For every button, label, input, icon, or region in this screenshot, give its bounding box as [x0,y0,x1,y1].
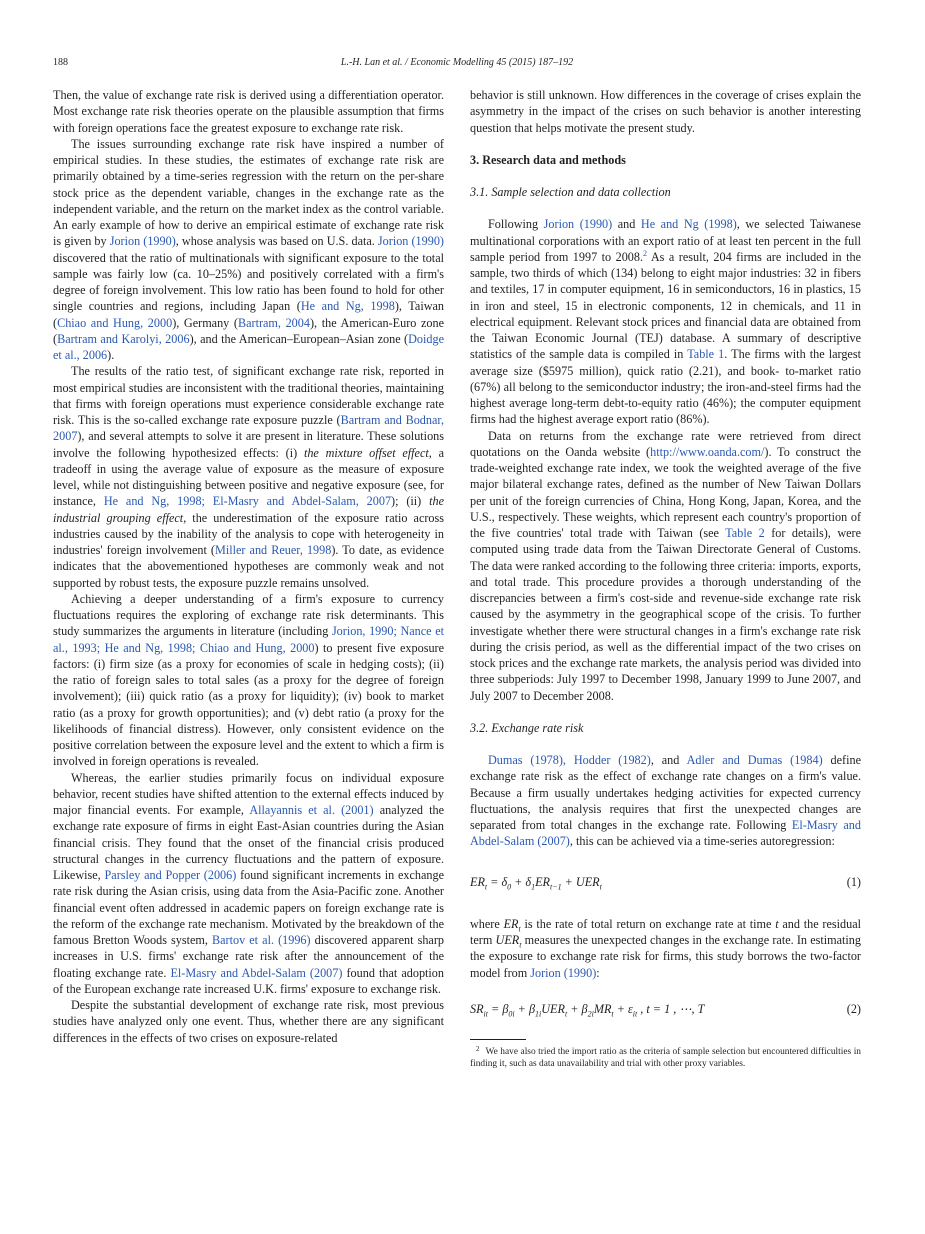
citation-link[interactable]: Bartram, 2004 [237,315,310,330]
left-column [53,87,444,1046]
paragraph: Data on returns from the exchange rate were retrieved from direct quotations on the Oanda website (http://www.oanda.com/). To construct the trade-weighted exchange rate index, we took the weighted average of the five major bilateral exchange rates, defined as the number of New Taiwan Dollars per unit of the foreign currencies of China, Hong Kong, Japan, Korea, and the U.S., respectively. These weights, which represent each country's proportion of the five countries' total trade with Taiwan (see Table 2 for details), were computed using trade data from the Taiwan Directorate General of Customs. The data were ranked according to the following three criteria: imports, exports, and total trade. This procedure provides a thorough understanding of the discrepancies between a firm's cost-side and revenue-side exchange rate risk caused by the asymmetry in the geographical scope of the crisis. To further investigate whether there were structural changes in a firm's exchange rate risk during the crisis period, as well as the differential impact of the two crises on stock prices and the exchange rate markets, the analysis period was divided into three subperiods: July 1997 to December 1998, January 1999 to June 2007, and July 2007 to December 2008. [470,428,862,703]
footnote-marker[interactable]: 2 [643,248,648,258]
equation-body: $ER_t = \delta_0 + \delta_1ER_{t-1} + UER_t$ [470,874,602,891]
citation-link[interactable]: He and Ng (1998) [640,217,737,232]
citation-link[interactable]: He and Ng, 1998; El-Masry and Abdel-Salam, 2007 [103,494,392,509]
equation-number: (2) [846,1001,861,1016]
citation-link[interactable]: Jorion (1990) [377,234,444,249]
right-column [470,87,861,1070]
citation-link[interactable]: Doidge et al., 2006 [53,331,444,362]
equation-number: (1) [846,874,861,889]
citation-link[interactable]: El-Masry and Abdel-Salam (2007) [470,818,861,849]
paragraph: Achieving a deeper understanding of a firm's exposure to currency fluctuations requires the exploring of exchange rate risk determinants. This study summarizes the arguments in literature (including Jorion, 1990; Nance et al., 1993; He and Ng, 1998; Chiao and Hung, 2000) to present five exposure factors: (i) firm size (as a proxy for economies of scale in hedging costs); (ii) the ratio of foreign sales to total sales (as a proxy for the degree of foreign involvement); (iii) quick ratio (as a proxy for liquidity); (iv) book to market ratio (as a proxy for growth opportunities); and (v) debt ratio (a proxy for the likelihoods of financial distress). However, only consistent evidence on the positive correlation between the exposure level and the extent to which a firm is involved in foreign operations is revealed. [53,591,445,769]
paragraph: Then, the value of exchange rate risk is derived using a differentiation operator. Most exchange rate risk theories operate on the plausible assumption that firms with foreign operations face the greatest exposure to exchange rate risk. [53,88,444,135]
subsection-heading: 3.2. Exchange rate risk [470,720,584,735]
journal-citation: L.-H. Lan et al. / Economic Modelling 45 (2015) 187–192 [340,57,574,68]
equation-2 [470,1001,861,1017]
paragraph: The issues surrounding exchange rate risk have inspired a number of empirical studies. In these studies, the estimates of exchange rate risk are primarily obtained by a time-series regression with the return on the per-share stock price as the dependent variable, changes in the exchange rate as the independent variable, and the return on the market index as the control variable. An early example of how to derive an empirical estimate of exchange rate risk is given by Jorion (1990), whose analysis was based on U.S. data. Jorion (1990) discovered that the ratio of multinationals with significant exposure to the total sample was fairly low (ca. 10–25%) and positively correlated with a firm's degree of foreign involvement. This low ratio has been found to hold for other single countries and regions, including Japan (He and Ng, 1998), Taiwan (Chiao and Hung, 2000), Germany (Bartram, 2004), the American-Euro zone (Bartram and Karolyi, 2006), and the American–European–Asian zone (Doidge et al., 2006). [53,136,445,362]
paragraph: behavior is still unknown. How differences in the coverage of crises explain the asymmetry in the impact of the crises on such behavior is another interesting question that helps motivate the present study. [470,88,861,135]
citation-link[interactable]: Jorion (1990) [109,234,176,249]
page-number: 188 [53,57,68,68]
citation-link[interactable]: Miller and Reuer, 1998 [215,543,332,557]
table-link[interactable]: Table 2 [725,526,765,540]
citation-link[interactable]: Dumas (1978), Hodder (1982) [488,753,651,767]
paragraph: Despite the substantial development of exchange rate risk, most previous studies have analyzed only one event. Thus, whether there are any significant differences in the effects of two crises on exposure-related [53,998,444,1045]
equation-1 [470,874,861,890]
citation-link[interactable]: Jorion, 1990; Nance et al., 1993; He and Ng, 1998; Chiao and Hung, 2000 [53,624,444,655]
emphasis: the industrial grouping effect [53,494,444,525]
running-header [53,57,861,71]
citation-link[interactable]: Jorion (1990) [543,217,613,232]
external-link[interactable]: http://www.oanda.com/ [650,444,765,459]
citation-link[interactable]: Allayannis et al. (2001) [249,803,374,817]
citation-link[interactable]: Bartram and Bodnar, 2007 [53,413,445,444]
citation-link[interactable]: Bartram and Karolyi, 2006 [57,331,190,346]
citation-link[interactable]: Parsley and Popper (2006) [104,868,237,882]
section-heading: 3. Research data and methods [470,152,626,167]
subsection-heading: 3.1. Sample selection and data collection [470,185,671,199]
paragraph: The results of the ratio test, of significant exchange rate risk, reported in most empirical studies are inconsistent with the traditional theories, maintaining that firms with foreign operations must experience considerable exchange rate risk. This is the so-called exchange rate exposure puzzle (Bartram and Bodnar, 2007), and several attempts to solve it are present in literature. These solutions involve the following hypothesized effects: (i) the mixture offset effect, a tradeoff in using the average value of exposure as the measure of exposure level, while not distinguishing between positive and negative exposure (see, for instance, He and Ng, 1998; El-Masry and Abdel-Salam, 2007); (ii) the industrial grouping effect, the underestimation of the exposure ratio across industries caused by the inability of the analysis to cope with heterogeneity in industries' foreign involvement (Miller and Reuer, 1998). To date, as evidence indicates that the abovementioned hypotheses are commonly weak and not supported by robust tests, the exposure puzzle remains unsolved. [53,364,445,590]
footnote-number: 2 [476,1045,480,1053]
paragraph: Whereas, the earlier studies primarily focus on individual exposure behavior, recent studies have shifted attention to the external effects induced by major financial events. For example, Allayannis et al. (2001) analyzed the exchange rate exposure of firms in eight East-Asian countries during the Asian financial crisis. They found that the onset of the financial crisis produced structural changes in the currency fluctuations and the pattern of exposure. Likewise, Parsley and Popper (2006) found significant increments in exchange rate risk during the Asian crisis, using data from the Asia-Pacific zone. Another financial event often addressed in academic papers on foreign exchange rate is the reform of the exchange rate mechanism. Motivated by the breakdown of the famous Bretton Woods system, Bartov et al. (1996) discovered apparent sharp increases in U.S. firms' exchange rate risk after the announcement of the floating exchange rate. El-Masry and Abdel-Salam (2007) found that adoption of the European exchange rate increased U.K. firms' exposure to exchange risk. [53,770,444,996]
equation-body: $SR_{it} = \beta_{0i} + \beta_{1i}UER_t + \beta_{2i}MR_t + \varepsilon_{it}$ , t = 1 , ⋯, T [470,1001,705,1019]
paragraph: Following Jorion (1990) and He and Ng (1998), we selected Taiwanese multinational corporations with an export ratio of at least ten percent in the full sample period from 1997 to 2008.$^2$ As a result, 204 firms are included in the sample, two thirds of which (134) belong to eight major industries: 32 in fibers and textiles, 17 in computer equipment, 16 in semiconductors, 16 in plastics, 15 in iron and steel, 15 in electronic components, 12 in chemicals, and 11 in electrical equipment. Relevant stock prices and financial data are obtained from the Taiwan Economic Journal (TEJ) database. A summary of descriptive statistics of the sample data is compiled in Table 1. The firms with the largest average size ($5975 million), quick ratio (2.21), and book- to-market ratio (67%) all belong to the semiconductor industry; the iron-and-steel firms had the highest average long-term debt-to-equity ratio (46%); the computer equipment firms had the highest average export ratio (86%). [470,217,862,427]
citation-link[interactable]: Bartov et al. (1996) [212,933,311,947]
emphasis: the mixture offset effect [303,445,429,460]
paragraph: where $ER_t$ is the rate of total return on exchange rate at time t and the residual term $UER_t$ measures the unexpected changes in the exchange rate. In estimating the exposure to exchange rate risk for firms, this study borrows the two-factor model from Jorion (1990): [470,916,861,980]
citation-link[interactable]: Adler and Dumas (1984) [686,753,823,767]
citation-link[interactable]: Jorion (1990) [530,965,597,980]
citation-link[interactable]: He and Ng, 1998 [300,299,395,314]
citation-link[interactable]: El-Masry and Abdel-Salam (2007) [170,965,343,980]
footnote: $^2$ We have also tried the import ratio as the criteria of sample selection but encountered difficulties in finding it, such as data unavailability and trial with other proxy variables. [470,1045,861,1069]
footnote-divider [470,1039,526,1040]
table-link[interactable]: Table 1 [687,347,725,362]
paragraph: Dumas (1978), Hodder (1982), and Adler and Dumas (1984) define exchange rate risk as the effect of exchange rate changes on a firm's value. Because a firm usually undertakes hedging activities for expected currency fluctuations, the analysis requires that first the unexpected changes are separated from total changes in the exchange rate. Following El-Masry and Abdel-Salam (2007), this can be achieved via a time-series autoregression: [470,753,862,849]
citation-link[interactable]: Chiao and Hung, 2000 [57,315,173,330]
